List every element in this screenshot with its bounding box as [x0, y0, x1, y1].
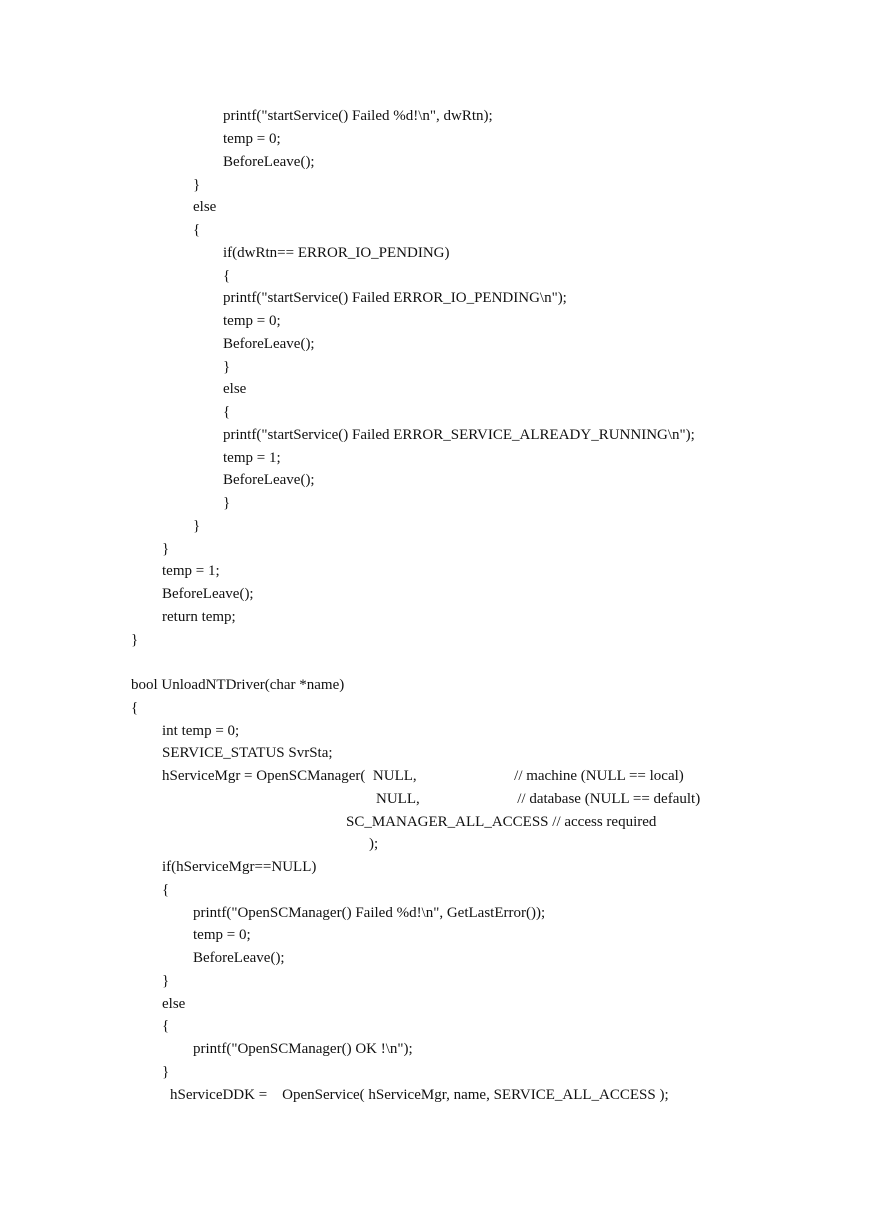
code-line: temp = 1;	[162, 563, 220, 579]
code-line: bool UnloadNTDriver(char *name)	[131, 677, 345, 693]
code-line: {	[223, 404, 231, 420]
code-line: BeforeLeave();	[223, 472, 315, 488]
code-line: }	[162, 973, 170, 989]
code-line: if(dwRtn== ERROR_IO_PENDING)	[223, 245, 450, 261]
code-line: printf("startService() Failed ERROR_SERVICE_ALREADY_RUNNING\n");	[223, 427, 695, 443]
code-line: temp = 0;	[193, 927, 251, 943]
code-line: NULL, // database (NULL == default)	[376, 791, 701, 807]
code-line: hServiceMgr = OpenSCManager( NULL, // machine (NULL == local)	[162, 768, 684, 784]
code-line: return temp;	[162, 609, 236, 625]
code-line: }	[131, 632, 139, 648]
code-line: {	[162, 882, 170, 898]
code-line: else	[223, 381, 247, 397]
code-line: BeforeLeave();	[193, 950, 285, 966]
code-line: BeforeLeave();	[162, 586, 254, 602]
code-line: BeforeLeave();	[223, 154, 315, 170]
code-line: }	[162, 541, 170, 557]
code-line: }	[223, 495, 231, 511]
code-line: BeforeLeave();	[223, 336, 315, 352]
code-line: temp = 0;	[223, 131, 281, 147]
code-line: }	[193, 518, 201, 534]
code-line: {	[131, 700, 139, 716]
code-line: SC_MANAGER_ALL_ACCESS // access required	[346, 814, 657, 830]
code-line: temp = 0;	[223, 313, 281, 329]
code-line: printf("OpenSCManager() Failed %d!\n", GetLastError());	[193, 905, 546, 921]
code-line: printf("OpenSCManager() OK !\n");	[193, 1041, 413, 1057]
code-line: }	[193, 177, 201, 193]
code-line: printf("startService() Failed %d!\n", dwRtn);	[223, 108, 493, 124]
code-line: if(hServiceMgr==NULL)	[162, 859, 317, 875]
code-line: {	[162, 1018, 170, 1034]
code-line: else	[193, 199, 217, 215]
code-line: );	[369, 836, 379, 852]
code-line: {	[193, 222, 201, 238]
code-line: printf("startService() Failed ERROR_IO_PENDING\n");	[223, 290, 567, 306]
code-line: SERVICE_STATUS SvrSta;	[162, 745, 333, 761]
code-line: {	[223, 268, 231, 284]
code-line: int temp = 0;	[162, 723, 240, 739]
code-line: }	[223, 359, 231, 375]
code-line: else	[162, 996, 186, 1012]
code-line: hServiceDDK = OpenService( hServiceMgr, name, SERVICE_ALL_ACCESS );	[170, 1087, 669, 1103]
code-line: temp = 1;	[223, 450, 281, 466]
code-line: }	[162, 1064, 170, 1080]
